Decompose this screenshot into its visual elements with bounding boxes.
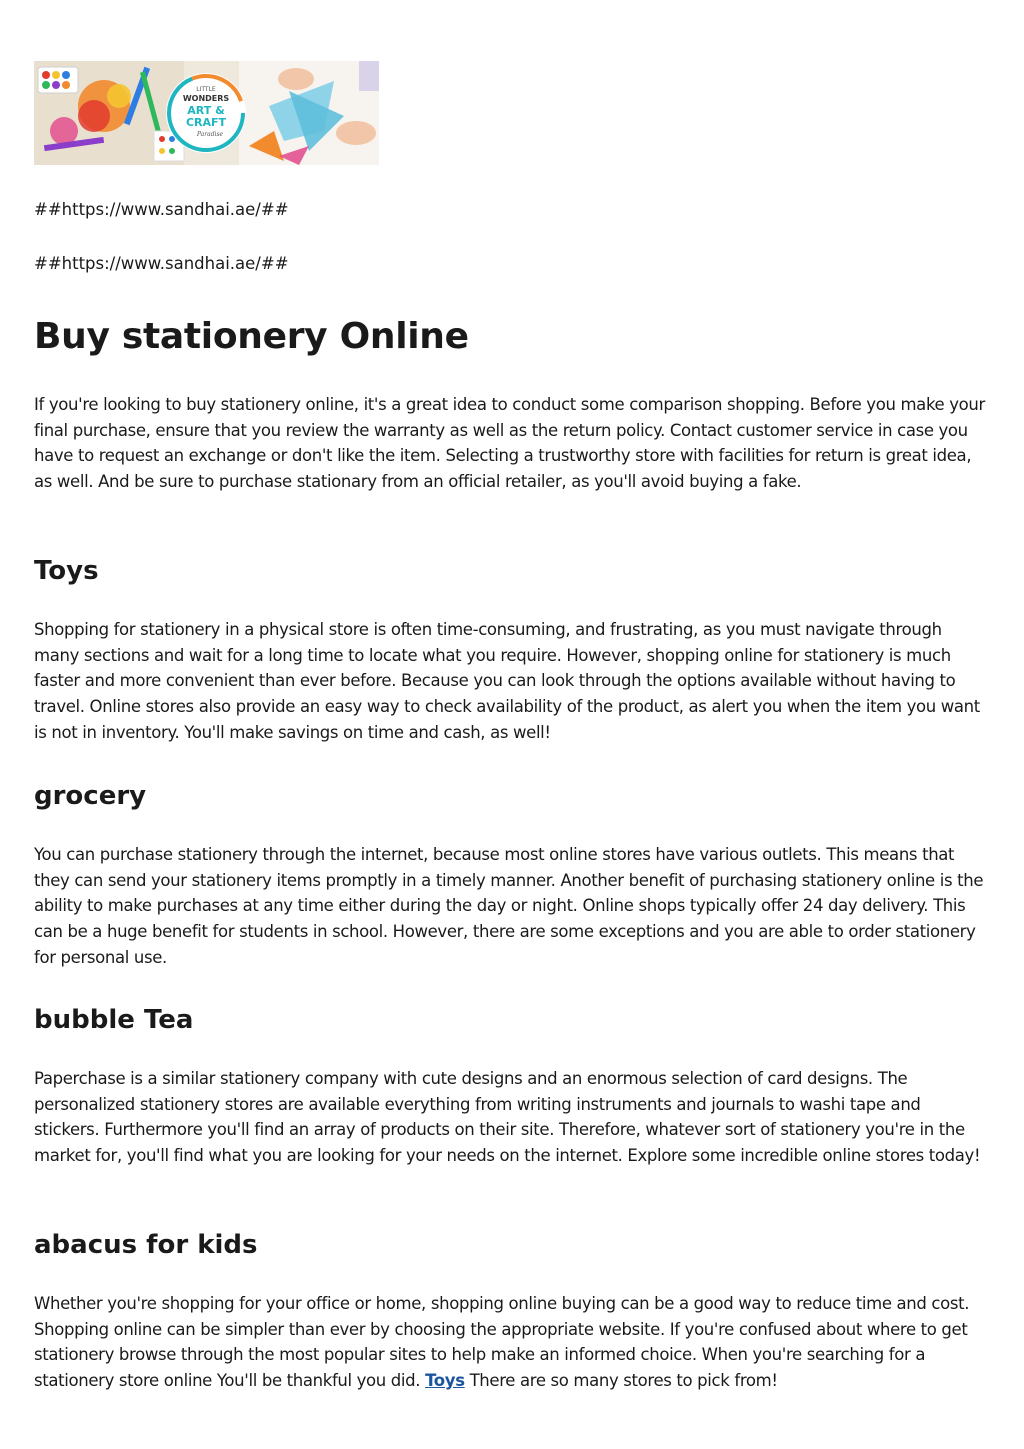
url-line-2: ##https://www.sandhai.ae/## bbox=[34, 254, 289, 273]
logo-line-3: ART & bbox=[187, 104, 225, 117]
abacus-body-text-after: There are so many stores to pick from! bbox=[469, 1371, 778, 1391]
logo-line-5: Paradise bbox=[196, 131, 224, 138]
section-body-toys: Shopping for stationery in a physical store is often time-consuming, and frustrating, as you must navigate through many sections and wait for a long time to locate what you require. However, shopping online for stationery is much faster and more convenient than ever before. Because you can look through the options available without having to travel. Online stores also provide an easy way to check availability of the product, as alert you when the item you want is not in inventory. You'll make savings on time and cash, as well! bbox=[34, 620, 980, 742]
craft-banner-illustration bbox=[34, 61, 379, 165]
section-heading-abacus: abacus for kids bbox=[34, 1230, 258, 1260]
abacus-body-text: Whether you're shopping for your office or home, shopping online buying can be a good way to reduce time and cost. Shopping online can be simpler than ever by choosing the appropriate website. If you're confused about where to get stationery browse through the most popular sites to help make an informed choice. When you're searching for a stationery store online You'll be thankful you did. bbox=[34, 1294, 970, 1391]
section-toys bbox=[34, 554, 990, 742]
section-grocery bbox=[34, 779, 990, 967]
banner-image bbox=[34, 61, 379, 165]
section-heading-bubble-tea: bubble Tea bbox=[34, 1005, 194, 1035]
section-body-abacus bbox=[34, 1291, 990, 1394]
intro-paragraph: If you're looking to buy stationery online, it's a great idea to conduct some comparison shopping. Before you make your final purchase, ensure that you review the warranty as well as the return policy. Contact customer service in case you have to request an exchange or don't like the item. Selecting a trustworthy store with facilities for return is great idea, as well. And be sure to purchase stationary from an official retailer, as you'll avoid buying a fake. bbox=[34, 395, 985, 492]
section-heading-toys: Toys bbox=[34, 556, 99, 586]
toys-link[interactable]: Toys bbox=[425, 1371, 465, 1391]
logo-line-2: WONDERS bbox=[182, 94, 230, 103]
section-body-bubble-tea: Paperchase is a similar stationery company with cute designs and an enormous selection of card designs. The personalized stationery stores are available everything from writing instruments and journals to washi tape and stickers. Furthermore you'll find an array of products on their site. Therefore, whatever sort of stationery you're in the market for, you'll find what you are looking for your needs on the internet. Explore some incredible online stores today! bbox=[34, 1069, 981, 1166]
logo-line-1: LITTLE bbox=[196, 86, 216, 93]
logo-line-4: CRAFT bbox=[185, 116, 227, 129]
section-heading-grocery: grocery bbox=[34, 781, 147, 811]
page-title: Buy stationery Online bbox=[34, 316, 469, 357]
section-bubble-tea bbox=[34, 1003, 990, 1166]
url-line-1: ##https://www.sandhai.ae/## bbox=[34, 200, 289, 219]
section-abacus-for-kids bbox=[34, 1228, 990, 1391]
section-body-grocery: You can purchase stationery through the internet, because most online stores have various outlets. This means that they can send your stationery items promptly in a timely manner. Another benefit of purchasing stationery online is the ability to make purchases at any time either during the day or night. Online shops typically offer 24 day delivery. This can be a huge benefit for students in school. However, there are some exceptions and you are able to order stationery for personal use. bbox=[34, 845, 984, 967]
